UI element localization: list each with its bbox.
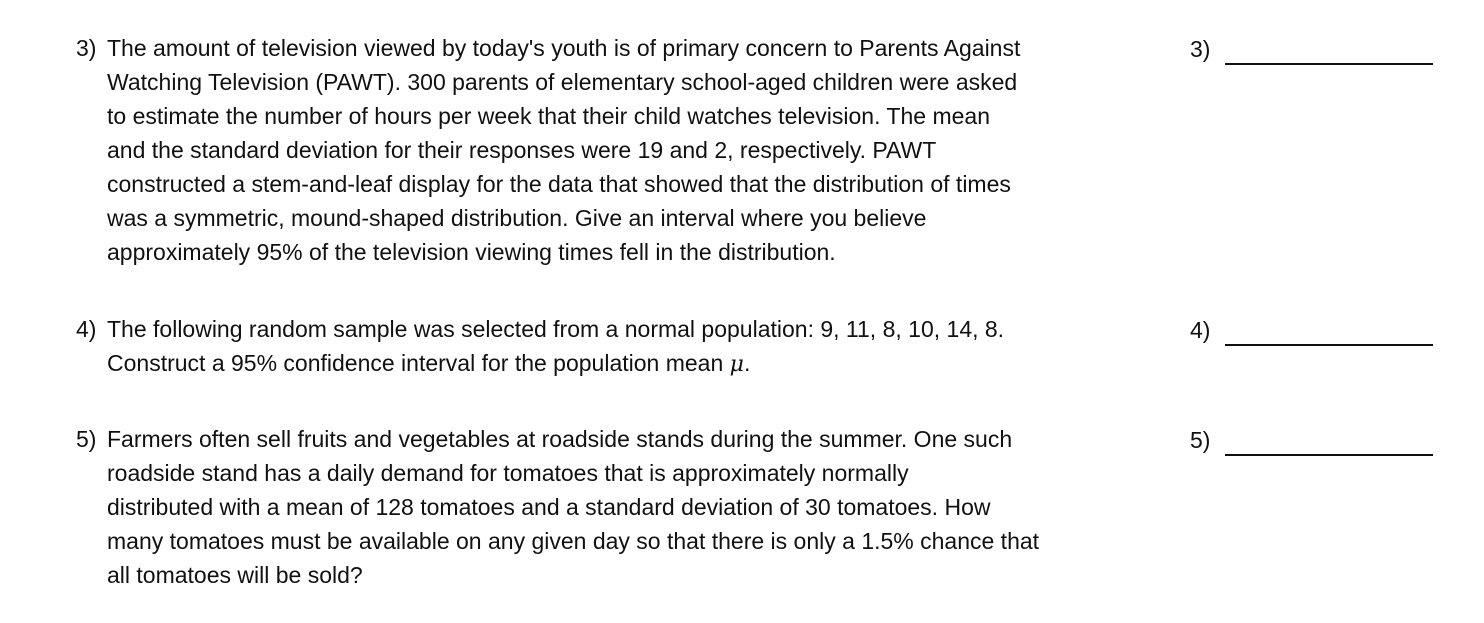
question-line: Watching Television (PAWT). 300 parents of elementary school-aged children were asked [107, 69, 1018, 95]
mu-symbol: μ [729, 352, 744, 377]
answer-blank-5[interactable] [1190, 423, 1435, 457]
answer-label: 5) [1190, 427, 1211, 453]
question-line: Farmers often sell fruits and vegetables at roadside stands during the summer. One such [107, 426, 1013, 452]
question-line: to estimate the number of hours per week that their child watches television. The mean [107, 103, 990, 129]
question-4 [76, 312, 1166, 382]
answer-line[interactable] [1225, 344, 1433, 346]
answer-blank-3[interactable] [1190, 32, 1435, 66]
sentence-period: . [743, 350, 751, 376]
question-line: roadside stand has a daily demand for tomatoes that is approximately normally [107, 460, 909, 486]
question-3 [76, 31, 1166, 269]
answer-label: 4) [1190, 317, 1211, 343]
answer-line[interactable] [1225, 63, 1433, 65]
question-line: approximately 95% of the television viewing times fell in the distribution. [107, 239, 836, 265]
question-text [107, 422, 1167, 592]
question-number: 3) [76, 35, 97, 61]
question-line: The amount of television viewed by today's youth is of primary concern to Parents Against [107, 35, 1021, 61]
question-5 [76, 422, 1166, 592]
question-text [107, 31, 1167, 269]
question-line-text: Construct a 95% confidence interval for the population mean [107, 350, 730, 376]
answer-blank-4[interactable] [1190, 313, 1435, 347]
question-line: many tomatoes must be available on any given day so that there is only a 1.5% chance that [107, 528, 1040, 554]
question-text [107, 312, 1167, 382]
question-line: and the standard deviation for their responses were 19 and 2, respectively. PAWT [107, 137, 937, 163]
question-line: was a symmetric, mound-shaped distribution. Give an interval where you believe [107, 205, 927, 231]
answer-label: 3) [1190, 36, 1211, 62]
question-line: constructed a stem-and-leaf display for the data that showed that the distribution of times [107, 171, 1011, 197]
question-line [107, 346, 1167, 382]
question-line: The following random sample was selected from a normal population: 9, 11, 8, 10, 14, 8. [107, 316, 1005, 342]
question-number: 4) [76, 316, 97, 342]
question-line: distributed with a mean of 128 tomatoes and a standard deviation of 30 tomatoes. How [107, 494, 991, 520]
question-line: all tomatoes will be sold? [107, 562, 363, 588]
answer-line[interactable] [1225, 454, 1433, 456]
question-number: 5) [76, 426, 97, 452]
